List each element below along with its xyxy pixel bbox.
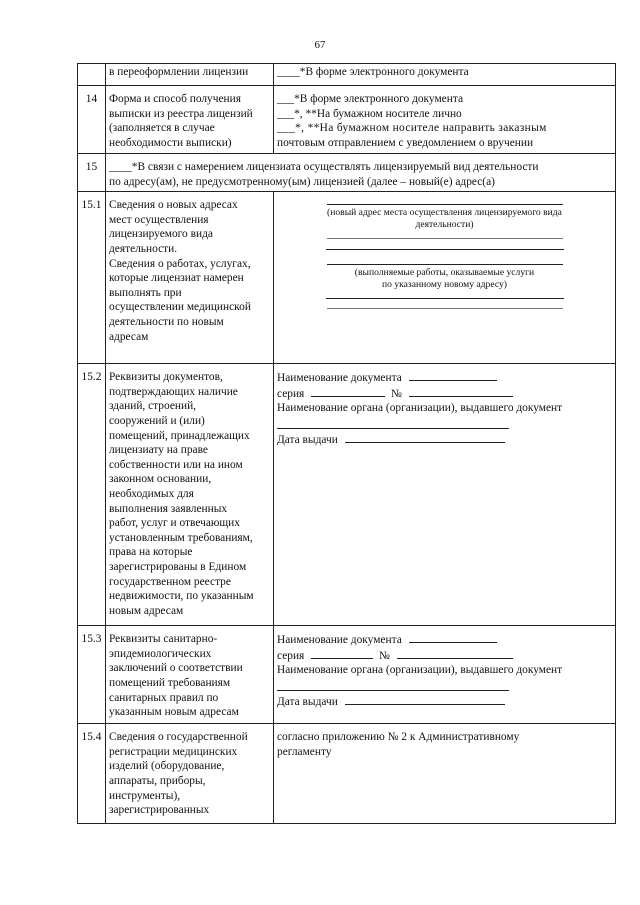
option-paper-in-person[interactable]: ___*, **На бумажном носителе лично [277,107,462,120]
row-label: в переоформлении лицензии [109,66,249,78]
row-15-new-address [78,154,616,192]
label-line: помещений, принадлежащих [109,429,250,442]
row-15-4-medical-devices [78,724,616,824]
label-line: санитарных правил по [109,691,219,704]
document-name-label: Наименование документа [277,372,402,385]
document-number-field[interactable] [397,648,513,659]
series-label: серия [277,649,305,662]
label-line: Форма и способ получения [109,93,241,105]
row-label-cell [106,192,274,364]
works-caption: (выполняемые работы, оказываемые услуги [354,267,535,279]
document-name-field[interactable] [409,370,497,381]
document-name-field[interactable] [409,632,497,643]
label-line: установленным требованиям, [109,531,253,544]
label-line: зарегистрированных [109,804,210,817]
row-14-extract-form [78,86,616,154]
row-reissue-continuation [78,64,616,86]
series-field[interactable] [311,648,373,659]
number-sign: № [379,649,390,662]
series-field[interactable] [311,386,385,397]
address-caption: (новый адрес места осуществления лицензируемого вида [327,207,562,219]
document-name-line [277,370,612,386]
label-line: которые лицензиат намерен [109,272,244,285]
document-name-label: Наименование документа [277,634,402,647]
row-15-1-new-addresses [78,192,616,364]
row-label-cell [106,364,274,626]
label-line: Сведения о новых адресах [109,199,238,212]
document-number-field[interactable] [409,386,513,397]
label-line: собственности или на ином [109,458,243,471]
label-line: эпидемиологических [109,647,212,660]
row-value-cell [274,192,616,364]
issue-date-line [277,432,612,448]
row-number: 15 [78,154,106,192]
label-line: государственном реестре [109,575,231,588]
row-value-cell [274,626,616,724]
row-15-2-property-documents [78,364,616,626]
label-line: недвижимости, по указанным [109,590,254,603]
page-number: 67 [314,39,326,51]
application-form-table [77,63,616,824]
issue-date-label: Дата выдачи [277,695,338,708]
row-number: 15.2 [78,364,106,626]
row-number-cell [78,64,106,86]
label-line: помещений требованиям [109,676,231,689]
label-line: выполнять при [109,286,182,299]
row-value-cell [274,86,616,154]
label-line: Сведения о работах, услугах, [109,257,251,270]
new-address-option[interactable]: ____*В связи с намерением лицензиата осуществлять лицензируемый вид деятельности [109,161,539,173]
label-line: необходимости выписки) [109,136,232,149]
number-sign: № [391,387,402,400]
issue-date-field[interactable] [345,694,505,705]
label-line: заключений о соответствии [109,662,243,675]
label-line: новым адресам [109,604,184,617]
row-number: 14 [78,86,106,154]
label-line: регистрации медицинских [109,745,238,758]
label-line: изделий (оборудование, [109,760,225,773]
issue-date-field[interactable] [345,432,505,443]
label-line: мест осуществления [109,213,209,226]
row-label-cell [106,64,274,86]
label-line: сооружений и (или) [109,414,205,427]
label-line: выполнения заявленных [109,502,228,515]
series-label: серия [277,387,305,400]
row-value-cell [274,64,616,86]
row-15-3-sanitary-conclusions [78,626,616,724]
address-caption: деятельности) [415,219,474,231]
label-line: указанным новым адресам [109,706,239,719]
label-line: осуществлении медицинской [109,301,251,314]
label-line: лицензируемого вида [109,228,213,241]
issuing-org-label: Наименование органа (организации), выдавшего документ [277,402,563,415]
label-line: Реквизиты санитарно- [109,633,218,646]
row-label-cell [106,86,274,154]
label-line: (заполняется в случае [109,122,215,135]
issue-date-line [277,694,612,710]
label-line: адресам [109,330,149,343]
label-line: аппараты, приборы, [109,774,206,787]
series-number-line [277,648,612,664]
row-value-cell [274,724,616,824]
label-line: необходимых для [109,487,194,500]
label-line: деятельности по новым [109,315,224,328]
row-label-cell [106,626,274,724]
row-number: 15.1 [78,192,106,364]
label-line: зарегистрированы в Едином [109,560,247,573]
series-number-line [277,386,612,402]
label-line: Сведения о государственной [109,731,248,744]
electronic-form-option[interactable]: ____*В форме электронного документа [277,66,469,78]
issuing-org-label: Наименование органа (организации), выдавшего документ [277,664,563,677]
label-line: работ, услуг и отвечающих [109,517,240,530]
option-paper-by-mail[interactable]: ___*, **На бумажном носителе направить заказным [277,122,547,135]
works-field-line-3[interactable] [327,308,563,309]
label-line: лицензиату на праве [109,444,208,457]
row-number: 15.4 [78,724,106,824]
row-value-cell [274,364,616,626]
row-label-cell [106,724,274,824]
label-line: выписки из реестра лицензий [109,107,253,120]
option-paper-by-mail-continued: почтовым отправлением с уведомлением о вручении [277,136,534,149]
works-caption: по указанному новому адресу) [382,279,507,291]
new-address-option-continued: по адресу(ам), не предусмотренному(ым) лицензией (далее – новый(е) адрес(а) [109,175,495,188]
issue-date-label: Дата выдачи [277,433,338,446]
label-line: подтверждающих наличие [109,385,238,398]
value-line: согласно приложению № 2 к Административному [277,731,520,744]
document-name-line [277,632,612,648]
option-electronic[interactable]: ___*В форме электронного документа [277,93,464,105]
row-15-text-cell [106,154,616,192]
label-line: права на которые [109,546,193,559]
label-line: зданий, строений, [109,400,197,413]
label-line: законном основании, [109,473,212,486]
label-line: деятельности. [109,242,178,255]
label-line: инструменты), [109,789,181,802]
row-number: 15.3 [78,626,106,724]
label-line: Реквизиты документов, [109,371,223,384]
value-line: регламенту [277,745,332,758]
